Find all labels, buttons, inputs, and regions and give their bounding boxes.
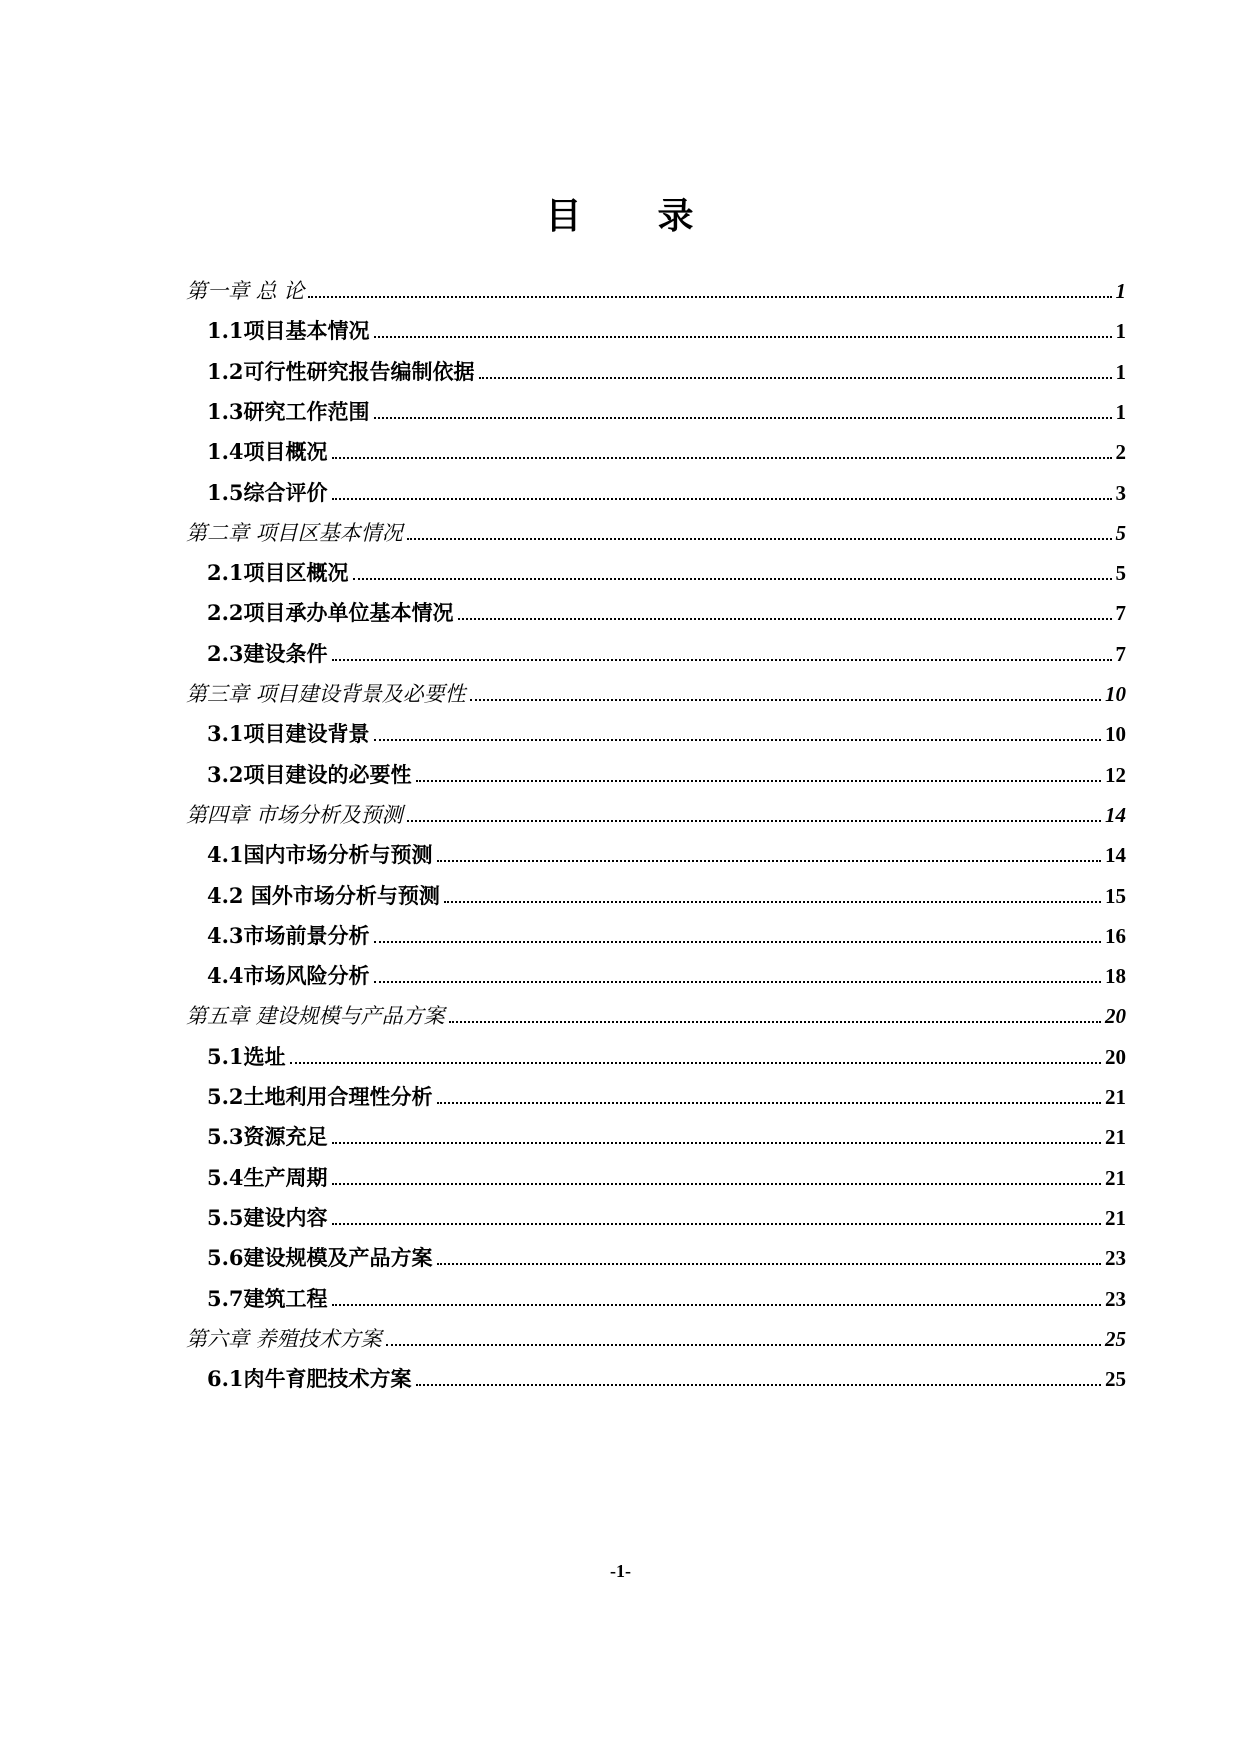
toc-entry-label: 4.3市场前景分析 — [207, 922, 370, 948]
toc-entry-page-number: 15 — [1105, 883, 1126, 908]
toc-entry-label: 2.3建设条件 — [207, 640, 328, 666]
toc-entry-page-number: 10 — [1105, 682, 1126, 706]
toc-entry-page-number: 16 — [1105, 923, 1126, 948]
toc-dot-leader — [407, 538, 1112, 540]
toc-dot-leader — [444, 901, 1101, 903]
toc-entry-label: 4.1国内市场分析与预测 — [207, 842, 433, 868]
toc-section-entry[interactable] — [207, 310, 1126, 344]
toc-entry-page-number: 2 — [1115, 440, 1126, 465]
toc-entry-label: 5.3资源充足 — [207, 1124, 328, 1150]
toc-entry-label: 2.2项目承办单位基本情况 — [207, 600, 454, 626]
toc-entry-page-number: 7 — [1115, 601, 1126, 626]
toc-section-entry[interactable] — [207, 351, 1126, 385]
toc-section-entry[interactable] — [207, 472, 1126, 506]
toc-section-entry[interactable] — [207, 431, 1126, 465]
toc-dot-leader — [374, 417, 1112, 419]
toc-entry-label: 第四章 市场分析及预测 — [186, 802, 403, 827]
toc-dot-leader — [332, 1223, 1101, 1225]
toc-section-entry[interactable] — [207, 1237, 1126, 1271]
toc-entry-label: 4.2 国外市场分析与预测 — [207, 882, 440, 908]
toc-dot-leader — [374, 336, 1112, 338]
toc-entry-label: 第二章 项目区基本情况 — [186, 520, 403, 545]
toc-section-entry[interactable] — [207, 1116, 1126, 1150]
toc-dot-leader — [353, 578, 1112, 580]
toc-chapter-entry[interactable] — [186, 673, 1126, 707]
toc-entry-label: 1.1项目基本情况 — [207, 318, 370, 344]
toc-entry-page-number: 21 — [1105, 1165, 1126, 1190]
toc-section-entry[interactable] — [207, 1197, 1126, 1231]
toc-entry-page-number: 21 — [1105, 1125, 1126, 1150]
toc-entry-label: 1.4项目概况 — [207, 439, 328, 465]
toc-entry-label: 5.4生产周期 — [207, 1164, 328, 1190]
toc-dot-leader — [332, 659, 1112, 661]
toc-section-entry[interactable] — [207, 754, 1126, 788]
toc-entry-page-number: 21 — [1105, 1205, 1126, 1230]
toc-entry-label: 5.5建设内容 — [207, 1204, 328, 1230]
toc-chapter-entry[interactable] — [186, 512, 1126, 546]
toc-dot-leader — [374, 941, 1101, 943]
toc-chapter-entry[interactable] — [186, 794, 1126, 828]
toc-dot-leader — [479, 377, 1112, 379]
toc-dot-leader — [407, 820, 1101, 822]
toc-entry-page-number: 1 — [1115, 319, 1126, 344]
toc-entry-page-number: 23 — [1105, 1246, 1126, 1271]
toc-dot-leader — [416, 1384, 1101, 1386]
toc-dot-leader — [416, 780, 1101, 782]
toc-dot-leader — [437, 1263, 1101, 1265]
toc-dot-leader — [458, 618, 1112, 620]
toc-entry-page-number: 23 — [1105, 1286, 1126, 1311]
toc-dot-leader — [437, 1102, 1101, 1104]
toc-section-entry[interactable] — [207, 592, 1126, 626]
toc-dot-leader — [290, 1062, 1101, 1064]
toc-entry-label: 6.1肉牛育肥技术方案 — [207, 1366, 412, 1392]
toc-entry-label: 4.4市场风险分析 — [207, 963, 370, 989]
toc-section-entry[interactable] — [207, 713, 1126, 747]
toc-chapter-entry[interactable] — [186, 995, 1126, 1029]
toc-entry-page-number: 12 — [1105, 762, 1126, 787]
toc-entry-label: 3.1项目建设背景 — [207, 721, 370, 747]
toc-entry-page-number: 20 — [1105, 1004, 1126, 1029]
toc-entry-label: 1.5综合评价 — [207, 479, 328, 505]
toc-section-entry[interactable] — [207, 875, 1126, 909]
toc-dot-leader — [470, 699, 1101, 701]
toc-entry-page-number: 20 — [1105, 1044, 1126, 1069]
toc-entry-label: 5.2土地利用合理性分析 — [207, 1084, 433, 1109]
toc-entry-label: 5.7建筑工程 — [207, 1285, 328, 1311]
toc-entry-page-number: 18 — [1105, 964, 1126, 989]
toc-entry-page-number: 25 — [1105, 1326, 1126, 1351]
toc-dot-leader — [332, 457, 1112, 459]
toc-entry-page-number: 1 — [1115, 359, 1126, 384]
toc-entry-page-number: 14 — [1105, 843, 1126, 868]
toc-section-entry[interactable] — [207, 1036, 1126, 1070]
toc-section-entry[interactable] — [207, 1278, 1126, 1312]
toc-entry-label: 3.2项目建设的必要性 — [207, 761, 412, 787]
toc-section-entry[interactable] — [207, 834, 1126, 868]
toc-section-entry[interactable] — [207, 552, 1126, 586]
toc-entry-page-number: 7 — [1115, 641, 1126, 666]
toc-entry-label: 第五章 建设规模与产品方案 — [186, 1004, 445, 1029]
toc-dot-leader — [374, 739, 1101, 741]
toc-entry-label: 5.6建设规模及产品方案 — [207, 1245, 433, 1271]
toc-entry-page-number: 10 — [1105, 722, 1126, 747]
toc-entry-label: 2.1项目区概况 — [207, 560, 349, 586]
toc-entry-label: 第一章 总 论 — [186, 279, 305, 303]
toc-section-entry[interactable] — [207, 391, 1126, 425]
toc-entry-page-number: 21 — [1105, 1085, 1126, 1109]
toc-entry-label: 第六章 养殖技术方案 — [186, 1326, 382, 1351]
toc-dot-leader — [332, 498, 1112, 500]
toc-entry-label: 1.2可行性研究报告编制依据 — [207, 358, 475, 384]
page-title-part1: 目 — [545, 195, 584, 237]
toc-section-entry[interactable] — [207, 633, 1126, 667]
toc-section-entry[interactable] — [207, 1358, 1126, 1392]
toc-entry-page-number: 25 — [1105, 1367, 1126, 1392]
toc-entry-page-number: 14 — [1105, 802, 1126, 827]
toc-chapter-entry[interactable] — [186, 1318, 1126, 1352]
toc-dot-leader — [386, 1344, 1101, 1346]
toc-entry-page-number: 1 — [1115, 279, 1126, 303]
toc-dot-leader — [332, 1142, 1101, 1144]
toc-section-entry[interactable] — [207, 915, 1126, 949]
toc-entry-page-number: 5 — [1115, 561, 1126, 586]
toc-dot-leader — [374, 981, 1101, 983]
toc-section-entry[interactable] — [207, 955, 1126, 989]
toc-dot-leader — [449, 1021, 1101, 1023]
page-title-part2: 录 — [657, 195, 696, 237]
toc-dot-leader — [437, 860, 1101, 862]
toc-entry-page-number: 5 — [1115, 520, 1126, 545]
toc-entry-label: 1.3研究工作范围 — [207, 398, 370, 424]
toc-dot-leader — [332, 1304, 1101, 1306]
toc-section-entry[interactable] — [207, 1076, 1126, 1110]
toc-entry-page-number: 3 — [1115, 480, 1126, 505]
toc-chapter-entry[interactable] — [186, 270, 1126, 304]
page-number: -1- — [610, 1561, 631, 1581]
toc-entry-page-number: 1 — [1115, 399, 1126, 424]
toc-section-entry[interactable] — [207, 1157, 1126, 1191]
toc-entry-label: 第三章 项目建设背景及必要性 — [186, 682, 466, 706]
toc-dot-leader — [332, 1183, 1101, 1185]
toc-entry-label: 5.1选址 — [207, 1043, 286, 1069]
toc-dot-leader — [308, 296, 1111, 298]
